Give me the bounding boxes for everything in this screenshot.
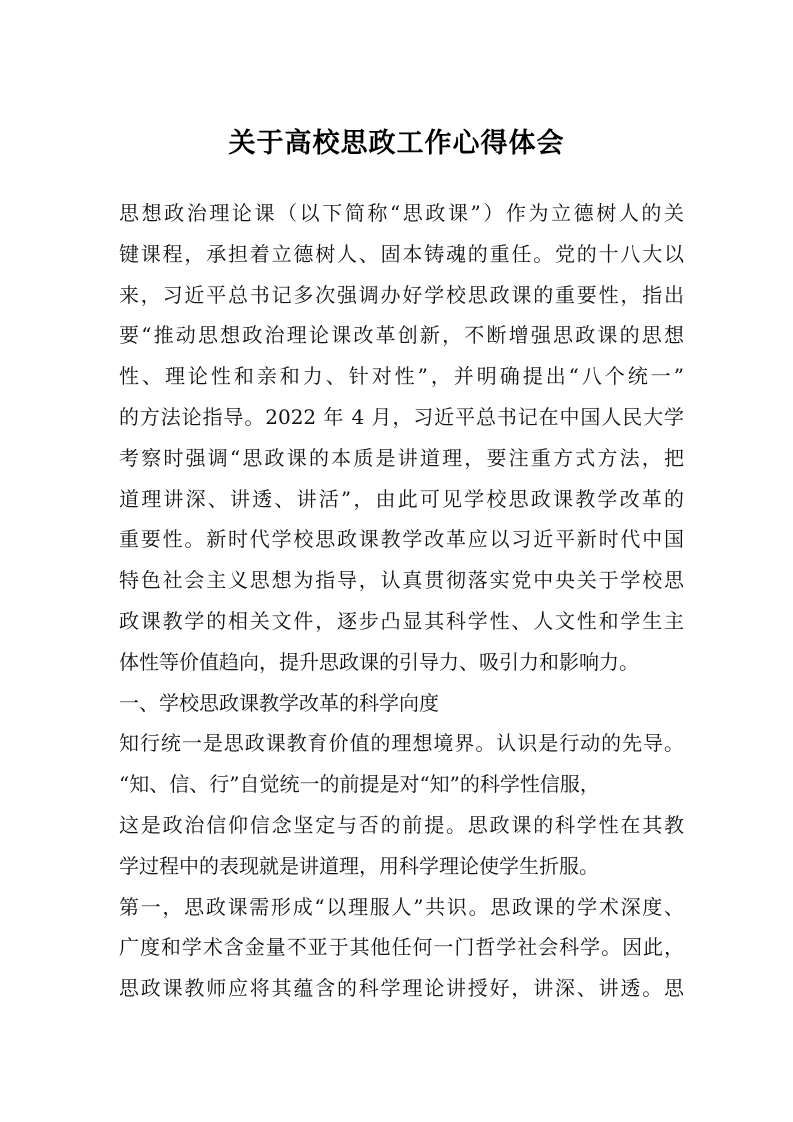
body-line: 思想政治理论课（以下简称“思政课”）作为立德树人的关	[119, 201, 684, 225]
body-line: 要“推动思想政治理论课改革创新，不断增强思政课的思想	[119, 323, 684, 348]
section-heading: 一、学校思政课教学改革的科学向度	[119, 690, 439, 715]
body-line: 知行统一是思政课教育价值的理想境界。认识是行动的先导。	[119, 731, 684, 756]
document-title: 关于高校思政工作心得体会	[228, 128, 565, 159]
body-line: “知、信、行”自觉统一的前提是对“知”的科学性信服，	[119, 772, 600, 797]
body-line: 键课程，承担着立德树人、固本铸魂的重任。党的十八大以	[119, 241, 684, 266]
body-line: 性、理论性和亲和力、针对性”，并明确提出“八个统一”	[119, 364, 684, 389]
body-line: 学过程中的表现就是讲道理，用科学理论使学生折服。	[119, 853, 599, 878]
body-line: 重要性。新时代学校思政课教学改革应以习近平新时代中国	[119, 527, 684, 552]
body-line: 考察时强调“思政课的本质是讲道理，要注重方式方法，把	[119, 445, 684, 470]
body-line: 广度和学术含金量不亚于其他任何一门哲学社会科学。因此，	[119, 935, 684, 960]
body-line: 特色社会主义思想为指导，认真贯彻落实党中央关于学校思	[119, 568, 684, 593]
body-line: 来，习近平总书记多次强调办好学校思政课的重要性，指出	[119, 282, 684, 307]
body-line: 体性等价值趋向，提升思政课的引导力、吸引力和影响力。	[119, 649, 639, 674]
body-line: 政课教学的相关文件，逐步凸显其科学性、人文性和学生主	[119, 608, 684, 633]
body-line: 第一，思政课需形成“以理服人”共识。思政课的学术深度、	[119, 894, 684, 919]
document-body	[119, 193, 684, 1009]
body-line: 的方法论指导。2022 年 4 月，习近平总书记在中国人民大学	[119, 404, 684, 429]
body-line: 道理讲深、讲透、讲活”，由此可见学校思政课教学改革的	[119, 486, 684, 511]
body-line: 这是政治信仰信念坚定与否的前提。思政课的科学性在其教	[119, 812, 684, 837]
body-line: 思政课教师应将其蕴含的科学理论讲授好，讲深、讲透。思	[119, 976, 684, 1001]
